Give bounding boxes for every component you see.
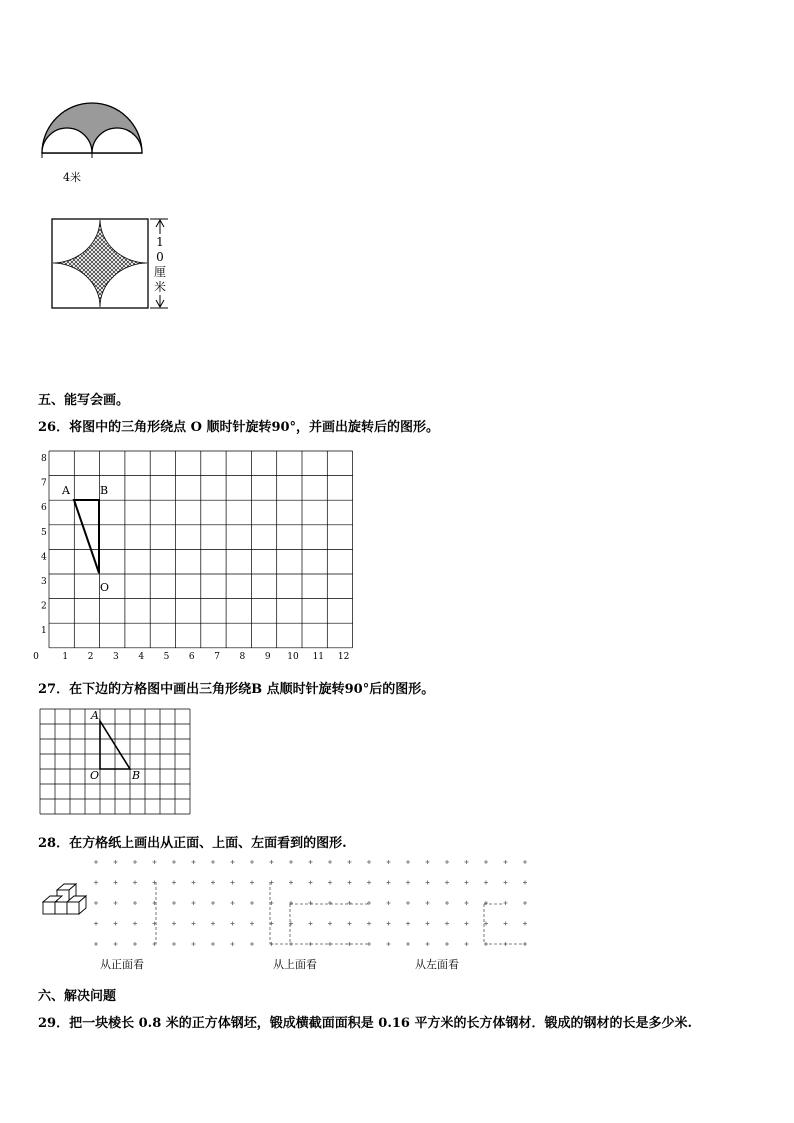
x-tick-label: 2	[87, 652, 94, 662]
semicircle-length-label: 4米	[63, 171, 81, 184]
q27-point-a: A	[91, 709, 99, 722]
q26-grid	[33, 447, 360, 665]
square-side-label: 10厘米	[153, 235, 166, 294]
x-tick-label: 6	[188, 652, 195, 662]
y-tick-label: 8	[41, 454, 47, 464]
x-tick-label: 9	[264, 652, 271, 662]
q27-point-o: O	[90, 769, 100, 782]
q27-grid	[38, 706, 198, 818]
y-tick-label: 1	[41, 626, 47, 637]
question-28: 28．在方格纸上画出从正面、上面、左面看到的图形.	[38, 836, 347, 851]
q27-grid-lines	[40, 709, 190, 814]
y-tick-label: 3	[41, 577, 47, 587]
q28-dot-grid	[94, 860, 527, 946]
caption-left-view: 从左面看	[415, 958, 459, 971]
q26-x-axis-ticks	[33, 652, 349, 662]
x-tick-label: 0	[33, 652, 39, 662]
x-tick-label: 12	[337, 652, 350, 662]
y-tick-label: 2	[41, 601, 47, 612]
section-6-title: 六、解决问题	[38, 989, 117, 1004]
x-tick-label: 1	[62, 652, 69, 662]
cube-stack-icon	[43, 884, 86, 914]
x-tick-label: 11	[312, 652, 325, 662]
x-tick-label: 4	[138, 652, 145, 662]
section-5-title: 五、能写会画。	[38, 393, 130, 408]
x-tick-label: 10	[287, 652, 299, 662]
q26-point-o: O	[100, 581, 110, 594]
x-tick-label: 7	[214, 652, 220, 662]
semicircle-figure	[36, 88, 146, 188]
q28-figure	[38, 852, 534, 974]
q28-partial-lines	[156, 882, 526, 944]
question-26: 26．将图中的三角形绕点 O 顺时针旋转90°，并画出旋转后的图形。	[38, 420, 440, 435]
x-tick-label: 5	[163, 652, 170, 662]
q26-point-b: B	[100, 484, 109, 497]
q26-y-axis-ticks	[41, 454, 47, 636]
q26-point-a: A	[62, 484, 70, 497]
caption-front-view: 从正面看	[100, 958, 144, 971]
y-tick-label: 4	[41, 552, 47, 563]
q26-triangle	[74, 500, 99, 573]
x-tick-label: 3	[113, 652, 119, 662]
question-27: 27．在下边的方格图中画出三角形绕B 点顺时针旋转90°后的图形。	[38, 682, 435, 697]
q27-point-b: B	[132, 769, 141, 782]
y-tick-label: 5	[41, 527, 47, 538]
x-tick-label: 8	[239, 652, 246, 662]
y-tick-label: 6	[41, 503, 47, 514]
caption-top-view: 从上面看	[273, 958, 317, 971]
q26-grid-lines	[49, 451, 353, 648]
y-tick-label: 7	[41, 478, 47, 489]
question-29: 29．把一块棱长 0.8 米的正方体钢坯，锻成横截面面积是 0.16 平方米的长方体钢材．锻成的钢材的长是多少米.	[38, 1016, 692, 1031]
